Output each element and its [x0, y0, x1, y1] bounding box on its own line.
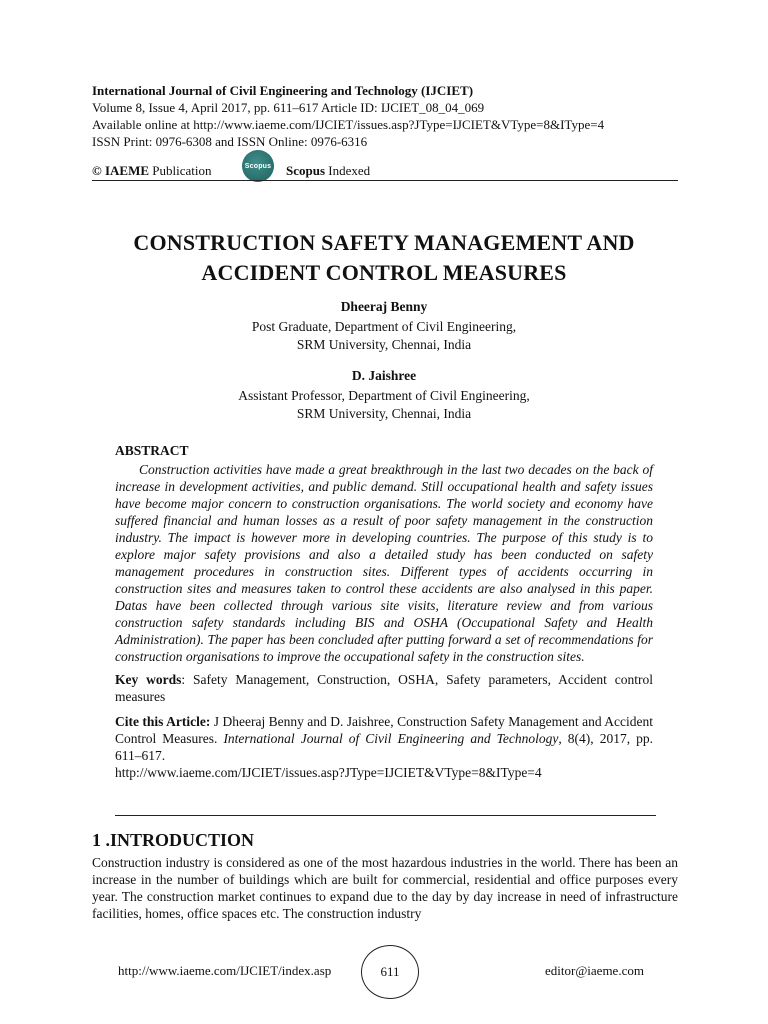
cite-text: J Dheeraj Benny and D. Jaishree, Construction Safety Management and Accident Control Measures. [115, 714, 654, 746]
abstract-text: Construction activities have made a great breakthrough in the last two decades on the back of increase in development activities, and public demand. Still occupational health and safety issues have become major concern to construction organisations. The world society and economy have suffered financial and human losses as a result of poor safety management in the construction industry. The impact is however more in developing countries. The purpose of this study is to explore major safety provisions and also a detailed study has been conducted on safety management procedures in construction sites. Different types of accidents occurring in construction sites and measures taken to control these accidents are also analysed in this paper. Datas have been collected through various site visits, literature review and from various construction safety standards including BIS and OSHA (Occupational Safety and Health Administration). The paper has been concluded after putting forward a set of recommendations for construction organisations to improve the occupational safety in the construction sites. [115, 462, 653, 664]
author-name: D. Jaishree [351, 368, 417, 383]
cite-label: Cite this Article: [115, 714, 211, 729]
author-affiliation: SRM University, Chennai, India [296, 406, 472, 421]
introduction-heading: 1 .INTRODUCTION [92, 830, 255, 850]
scopus-rest: Indexed [325, 163, 371, 178]
abstract-heading: ABSTRACT [115, 443, 189, 458]
author-affiliation: Assistant Professor, Department of Civil Engineering, [238, 388, 530, 403]
publisher-rest: Publication [149, 163, 212, 178]
keywords [115, 671, 653, 705]
issn-line: ISSN Print: 0976-6308 and ISSN Online: 0976-6316 [92, 134, 368, 149]
author-affiliation: Post Graduate, Department of Civil Engineering, [251, 319, 517, 334]
abstract-section [115, 442, 653, 781]
title-line-1: CONSTRUCTION SAFETY MANAGEMENT AND [133, 230, 635, 255]
introduction-section [92, 828, 678, 922]
volume-line: Volume 8, Issue 4, April 2017, pp. 611–617 Article ID: IJCIET_08_04_069 [92, 100, 485, 115]
publication-row [92, 156, 678, 182]
keywords-text: : Safety Management, Construction, OSHA, Safety parameters, Accident control measures [115, 672, 653, 704]
title-line-2: ACCIDENT CONTROL MEASURES [201, 260, 567, 285]
scopus-indexed-label [286, 162, 370, 179]
journal-header [92, 82, 678, 182]
scopus-logo-icon: Scopus [242, 150, 274, 182]
publisher-bold: © IAEME [92, 163, 150, 178]
author-affiliation: SRM University, Chennai, India [296, 337, 472, 352]
footer-email-link[interactable]: editor@iaeme.com [545, 963, 644, 978]
publisher-label [92, 162, 212, 179]
cite-journal: International Journal of Civil Engineering and Technology [223, 731, 559, 746]
available-online-line: Available online at http://www.iaeme.com/IJCIET/issues.asp?JType=IJCIET&VType=8&IType=4 [92, 117, 605, 132]
journal-name: International Journal of Civil Engineering and Technology (IJCIET) [92, 83, 474, 98]
footer-url-link[interactable]: http://www.iaeme.com/IJCIET/index.asp [118, 963, 332, 978]
paper-title [60, 228, 708, 288]
cite-url-link[interactable]: http://www.iaeme.com/IJCIET/issues.asp?JType=IJCIET&VType=8&IType=4 [115, 765, 542, 780]
author-name: Dheeraj Benny [340, 299, 428, 314]
keywords-label: Key words [115, 672, 182, 687]
header-divider [92, 180, 678, 181]
cite-details: , 8(4), 2017, pp. 611–617. [115, 731, 653, 763]
page-footer [0, 945, 768, 999]
author-block [60, 367, 708, 423]
author-block [60, 298, 708, 354]
introduction-text: Construction industry is considered as one of the most hazardous industries in the world. There has been an increase in the number of buildings which are built for commercial, residential and office purposes every year. The construction market continues to expand due to the day by day increase in need of infrastructure facilities, homes, office spaces etc. The construction industry [92, 855, 678, 921]
page-number: 611 [361, 945, 419, 999]
cite-this-article [115, 713, 653, 781]
cite-divider [115, 815, 656, 816]
scopus-bold: Scopus [286, 163, 326, 178]
